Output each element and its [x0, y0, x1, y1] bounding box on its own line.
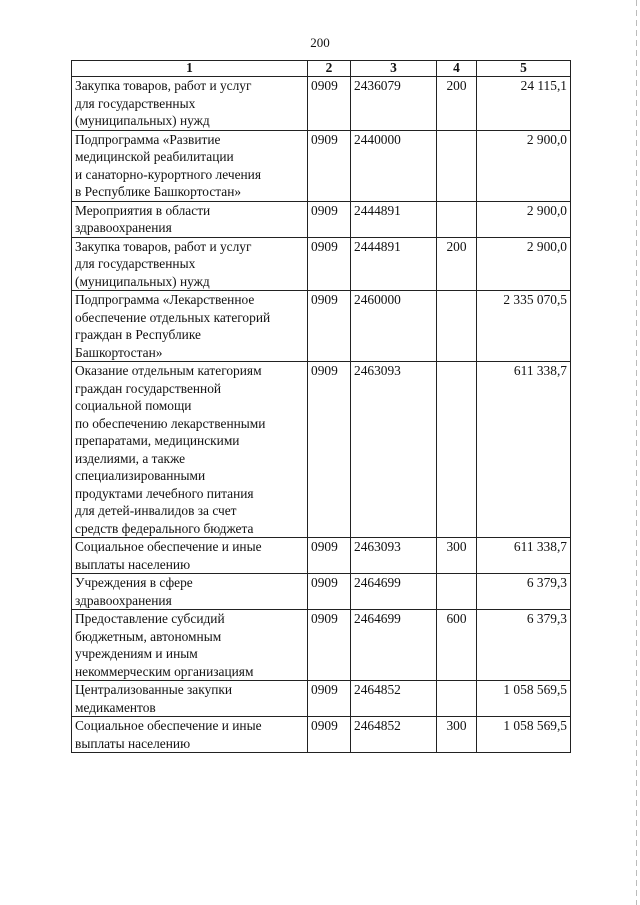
row-type-cell: 200	[437, 77, 477, 131]
row-amount-cell: 2 900,0	[477, 237, 571, 291]
row-amount-cell: 611 338,7	[477, 362, 571, 538]
row-section-cell: 0909	[308, 362, 351, 538]
row-type-cell	[437, 130, 477, 201]
row-name-cell: Подпрограмма «Развитие медицинской реабилитации и санаторно-курортного лечения в Республике Башкортостан»	[72, 130, 308, 201]
table-row	[72, 717, 571, 753]
row-code-cell: 2464852	[351, 717, 437, 753]
column-header-section: 2	[308, 61, 351, 77]
row-code-cell: 2440000	[351, 130, 437, 201]
row-code-cell: 2444891	[351, 201, 437, 237]
row-type-cell	[437, 681, 477, 717]
row-amount-cell: 2 900,0	[477, 130, 571, 201]
table-row	[72, 237, 571, 291]
table-row	[72, 291, 571, 362]
row-name-cell: Закупка товаров, работ и услуг для государственных (муниципальных) нужд	[72, 237, 308, 291]
row-name-cell: Учреждения в сфере здравоохранения	[72, 574, 308, 610]
row-type-cell: 200	[437, 237, 477, 291]
table-row	[72, 201, 571, 237]
row-amount-cell: 1 058 569,5	[477, 717, 571, 753]
row-amount-cell: 2 335 070,5	[477, 291, 571, 362]
row-section-cell: 0909	[308, 610, 351, 681]
row-section-cell: 0909	[308, 77, 351, 131]
row-section-cell: 0909	[308, 201, 351, 237]
table-row	[72, 130, 571, 201]
row-type-cell	[437, 201, 477, 237]
table-row	[72, 362, 571, 538]
row-type-cell: 300	[437, 717, 477, 753]
row-code-cell: 2464699	[351, 574, 437, 610]
row-section-cell: 0909	[308, 237, 351, 291]
scan-edge-line	[636, 0, 637, 905]
row-type-cell	[437, 574, 477, 610]
row-name-cell: Социальное обеспечение и иные выплаты населению	[72, 717, 308, 753]
table-row	[72, 538, 571, 574]
row-code-cell: 2444891	[351, 237, 437, 291]
row-type-cell	[437, 291, 477, 362]
row-name-cell: Подпрограмма «Лекарственное обеспечение отдельных категорий граждан в Республике Башкортостан»	[72, 291, 308, 362]
budget-table	[71, 60, 571, 753]
row-amount-cell: 611 338,7	[477, 538, 571, 574]
row-type-cell	[437, 362, 477, 538]
table-header-row	[72, 61, 571, 77]
page-number: 200	[310, 35, 330, 50]
row-type-cell: 300	[437, 538, 477, 574]
row-name-cell: Закупка товаров, работ и услуг для государственных (муниципальных) нужд	[72, 77, 308, 131]
row-name-cell: Оказание отдельным категориям граждан государственной социальной помощи по обеспечению лекарственными препаратами, медицинскими изделиями, а также специализированными продуктами лечебного питания для детей-инвалидов за счет средств федерального бюджета	[72, 362, 308, 538]
row-name-cell: Централизованные закупки медикаментов	[72, 681, 308, 717]
table-body	[72, 77, 571, 753]
row-type-cell: 600	[437, 610, 477, 681]
row-name-cell: Мероприятия в области здравоохранения	[72, 201, 308, 237]
row-section-cell: 0909	[308, 130, 351, 201]
row-amount-cell: 24 115,1	[477, 77, 571, 131]
row-amount-cell: 6 379,3	[477, 610, 571, 681]
column-header-type: 4	[437, 61, 477, 77]
column-header-name: 1	[72, 61, 308, 77]
row-amount-cell: 1 058 569,5	[477, 681, 571, 717]
row-name-cell: Социальное обеспечение и иные выплаты населению	[72, 538, 308, 574]
row-code-cell: 2464699	[351, 610, 437, 681]
row-code-cell: 2464852	[351, 681, 437, 717]
table-row	[72, 610, 571, 681]
table-row	[72, 574, 571, 610]
row-section-cell: 0909	[308, 717, 351, 753]
table-row	[72, 681, 571, 717]
row-section-cell: 0909	[308, 538, 351, 574]
row-name-cell: Предоставление субсидий бюджетным, автономным учреждениям и иным некоммерческим организациям	[72, 610, 308, 681]
row-code-cell: 2463093	[351, 362, 437, 538]
row-section-cell: 0909	[308, 574, 351, 610]
row-section-cell: 0909	[308, 681, 351, 717]
column-header-code: 3	[351, 61, 437, 77]
row-code-cell: 2436079	[351, 77, 437, 131]
row-amount-cell: 6 379,3	[477, 574, 571, 610]
row-amount-cell: 2 900,0	[477, 201, 571, 237]
row-code-cell: 2463093	[351, 538, 437, 574]
row-code-cell: 2460000	[351, 291, 437, 362]
row-section-cell: 0909	[308, 291, 351, 362]
table-row	[72, 77, 571, 131]
column-header-amount: 5	[477, 61, 571, 77]
